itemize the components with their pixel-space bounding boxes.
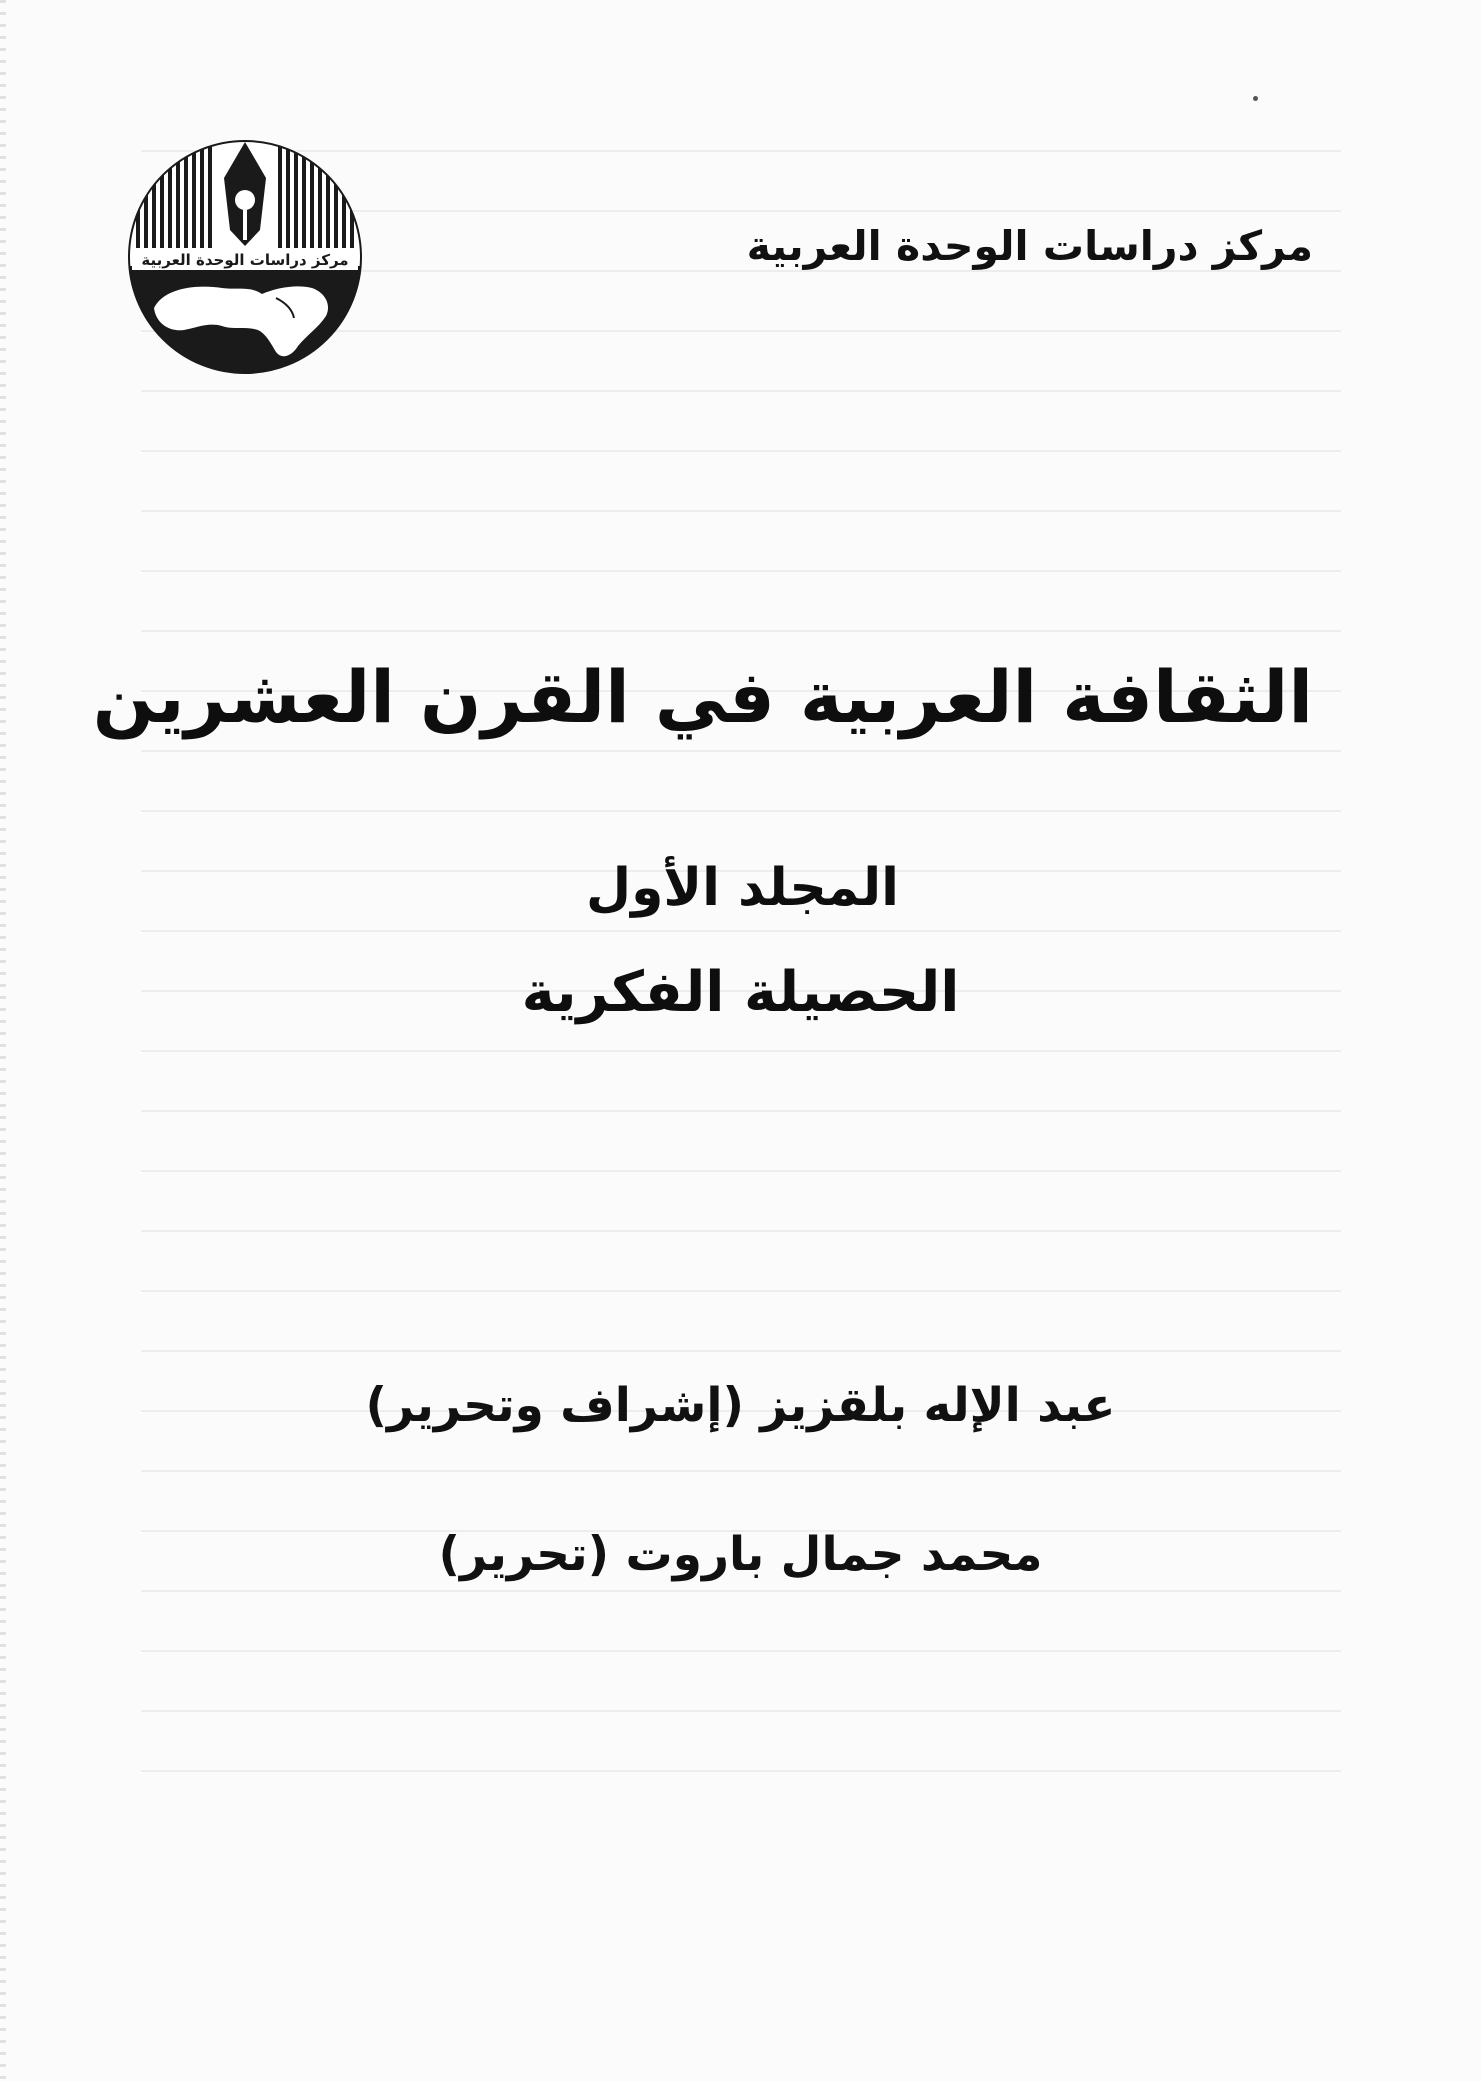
speck-dot — [1253, 96, 1258, 101]
logo-text: مركز دراسات الوحدة العربية — [141, 251, 349, 269]
contributor-editor-in-chief: عبد الإله بلقزيز (إشراف وتحرير) — [365, 1378, 1116, 1433]
page-edge-perforation — [0, 0, 6, 2081]
book-title: الثقافة العربية في القرن العشرين — [92, 655, 1313, 739]
volume-subtitle: الحصيلة الفكرية — [521, 960, 960, 1025]
publisher-name: مركز دراسات الوحدة العربية — [746, 222, 1313, 270]
contributor-editor: محمد جمال باروت (تحرير) — [438, 1527, 1043, 1582]
publisher-logo — [126, 138, 364, 376]
volume-label: المجلد الأول — [585, 858, 900, 918]
show-through-background — [141, 150, 1341, 1950]
publisher-logo-emblem — [126, 138, 364, 376]
